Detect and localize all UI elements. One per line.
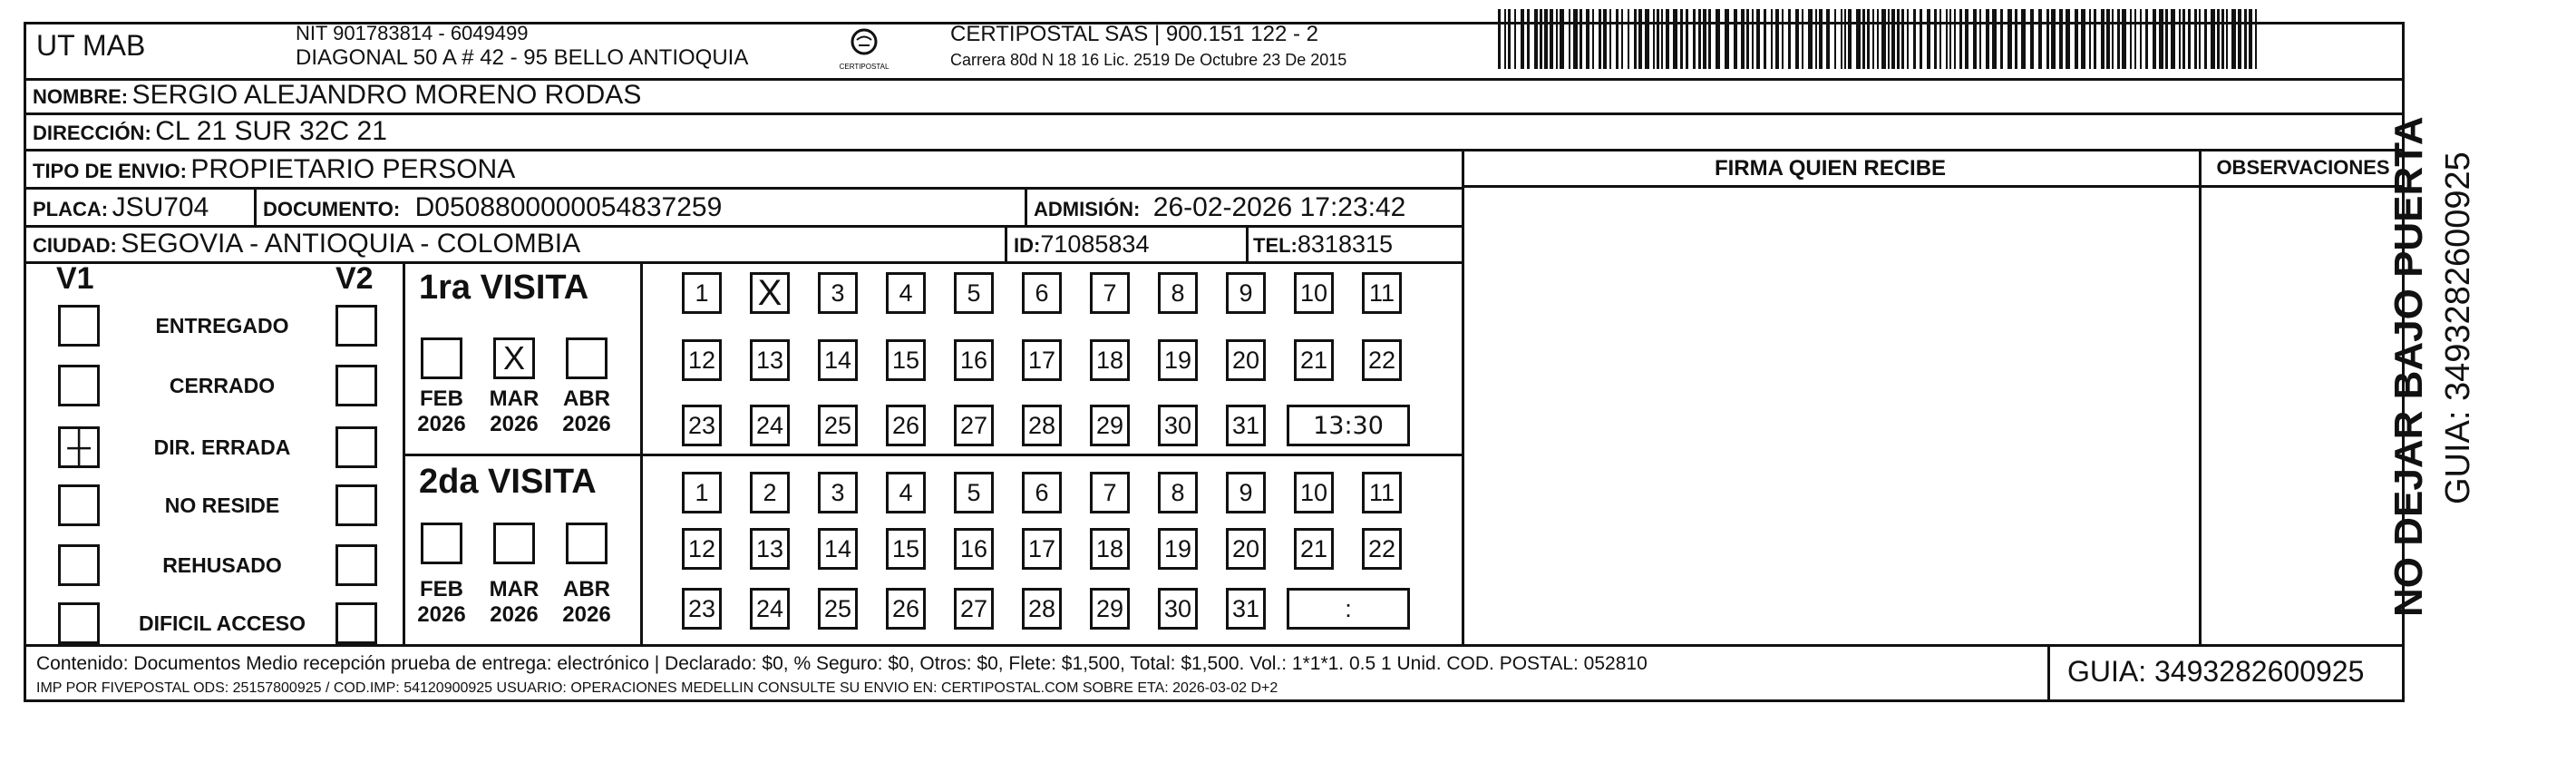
barcode-bar: [1862, 9, 1865, 69]
v2-checkbox[interactable]: [335, 602, 377, 644]
address-value: CL 21 SUR 32C 21: [155, 116, 387, 146]
certipostal-logo: [839, 25, 889, 73]
day-box[interactable]: 25: [818, 405, 858, 446]
barcode-bar: [2194, 9, 2197, 69]
admission-divider: [1025, 187, 1027, 225]
day-box[interactable]: 19: [1158, 528, 1198, 570]
barcode-bar: [1599, 9, 1601, 69]
barcode-bar: [2153, 9, 2156, 69]
barcode-bar: [2211, 9, 2215, 69]
month-label: [555, 386, 618, 437]
barcode-bar: [1540, 9, 1542, 69]
carrier-name: CERTIPOSTAL SAS | 900.151 122 - 2: [950, 22, 1318, 46]
company-nit: NIT 901783814 - 6049499: [296, 22, 529, 44]
month-name: MAR: [489, 386, 540, 411]
carrier-address: Carrera 80d N 18 16 Lic. 2519 De Octubre 23 De 2015: [950, 51, 1347, 69]
barcode-bar: [1986, 9, 1989, 69]
barcode-bar: [1819, 9, 1823, 69]
barcode-bar: [1725, 9, 1729, 69]
barcode-bar: [1949, 9, 1951, 69]
month-checkbox[interactable]: [566, 523, 608, 564]
month-year: 2026: [490, 602, 539, 627]
barcode-bar: [1877, 9, 1879, 69]
barcode-bar: [2221, 9, 2224, 69]
visit-divider: [403, 454, 1462, 456]
footer-print-info: IMP POR FIVEPOSTAL ODS: 25157800925 / COD.IMP: 54120900925 USUARIO: OPERACIONES MEDELLIN CONSULTE SU ENVIO EN: CERTIPOSTAL.COM SOBRE ETA: 2026-03-02 D+2: [36, 680, 1278, 696]
barcode-bar: [2021, 9, 2026, 69]
barcode-bar: [1802, 9, 1803, 69]
barcode-bar: [1580, 9, 1582, 69]
barcode-bar: [2159, 9, 2163, 69]
barcode-bar: [1693, 9, 1696, 69]
barcode-bar: [2238, 9, 2241, 69]
barcode-bar: [1657, 9, 1659, 69]
barcode-bar: [1514, 9, 1516, 69]
month-year: 2026: [562, 412, 611, 436]
tel-row: [1253, 230, 1393, 259]
type-label: TIPO DE ENVIO:: [33, 160, 187, 182]
month-label: [410, 386, 473, 437]
barcode-bar: [1771, 9, 1773, 69]
plate-value: JSU704: [112, 192, 209, 222]
row-divider-5: [24, 261, 1463, 264]
day-box[interactable]: 29: [1090, 405, 1130, 446]
month-year: 2026: [417, 602, 466, 627]
day-box[interactable]: 28: [1022, 588, 1062, 630]
day-box[interactable]: 21: [1294, 339, 1334, 381]
barcode-bar: [1756, 9, 1760, 69]
month-year: 2026: [490, 412, 539, 436]
footer-guia: GUIA: 3493282600925: [2067, 655, 2365, 688]
day-box[interactable]: 8: [1158, 272, 1198, 314]
barcode-bar: [2038, 9, 2042, 69]
day-box[interactable]: 17: [1022, 528, 1062, 570]
barcode-bar: [2182, 9, 2185, 69]
id-divider: [1005, 225, 1007, 261]
day-box[interactable]: 4: [886, 472, 926, 513]
barcode-bar: [2101, 9, 2105, 69]
visit2-title: 2da VISITA: [419, 463, 597, 501]
admission-row: [1034, 192, 1405, 223]
row-divider-2: [24, 149, 2405, 152]
visit1-title: 1ra VISITA: [419, 269, 589, 307]
observations-header: OBSERVACIONES: [2216, 156, 2390, 179]
barcode-bar: [1703, 9, 1706, 69]
v2-checkbox[interactable]: [335, 305, 377, 347]
company-name: UT MAB: [36, 29, 146, 62]
type-value: PROPIETARIO PERSONA: [190, 154, 516, 184]
barcode-bar: [1698, 9, 1701, 69]
day-box[interactable]: 21: [1294, 528, 1334, 570]
barcode-bar: [2217, 9, 2220, 69]
signature-col-left: [1462, 149, 1464, 644]
day-box[interactable]: 23: [682, 405, 722, 446]
barcode-bar: [1544, 9, 1548, 69]
barcode-bar: [2244, 9, 2247, 69]
doc-value: D0508800000054837259: [414, 192, 723, 222]
day-box[interactable]: 26: [886, 405, 926, 446]
day-box[interactable]: 14: [818, 528, 858, 570]
month-label: [410, 577, 473, 628]
month-checkbox[interactable]: [493, 523, 535, 564]
row-divider-3: [24, 187, 1463, 190]
month-name: FEB: [420, 386, 463, 411]
barcode-bar: [1746, 9, 1749, 69]
month-label: [482, 386, 546, 437]
barcode-bar: [1603, 9, 1607, 69]
barcode-bar: [2000, 9, 2003, 69]
barcode-bar: [1621, 9, 1623, 69]
v1-checkbox[interactable]: [58, 305, 100, 347]
barcode-bar: [1653, 9, 1655, 69]
barcode-bar: [1741, 9, 1745, 69]
barcode-bar: [1808, 9, 1813, 69]
barcode-bar: [1708, 9, 1711, 69]
day-box[interactable]: 15: [886, 528, 926, 570]
barcode-bar: [2117, 9, 2120, 69]
barcode-bar: [1848, 9, 1852, 69]
status-label: REHUSADO: [162, 553, 282, 577]
barcode-bar: [1586, 9, 1589, 69]
day-box[interactable]: 22: [1362, 339, 1402, 381]
barcode-bar: [2007, 9, 2012, 69]
barcode-bar: [1979, 9, 1981, 69]
barcode-bar: [1782, 9, 1784, 69]
barcode-bar: [1872, 9, 1874, 69]
barcode-bar: [2051, 9, 2056, 69]
side-notice: NO DEJAR BAJO PUERTA: [2386, 116, 2431, 617]
v1-checkbox[interactable]: ┼: [58, 426, 100, 468]
barcode-bar: [2112, 9, 2114, 69]
barcode-bar: [2122, 9, 2126, 69]
v1-label: V1: [56, 261, 94, 296]
time-box[interactable]: 13:30: [1287, 405, 1410, 446]
v1-checkbox[interactable]: [58, 365, 100, 406]
barcode-bar: [1521, 9, 1524, 69]
barcode-bar: [1934, 9, 1937, 69]
barcode-bar: [1965, 9, 1968, 69]
day-box[interactable]: 30: [1158, 405, 1198, 446]
barcode-bar: [1788, 9, 1791, 69]
address-label: DIRECCIÓN:: [33, 122, 151, 144]
barcode-bar: [1508, 9, 1511, 69]
barcode-bar: [2106, 9, 2110, 69]
doc-label: DOCUMENTO:: [263, 198, 401, 220]
barcode-bar: [1560, 9, 1564, 69]
barcode-bar: [1881, 9, 1886, 69]
barcode-bar: [1891, 9, 1895, 69]
day-box[interactable]: 28: [1022, 405, 1062, 446]
barcode-bar: [2255, 9, 2257, 69]
type-row: [33, 154, 515, 185]
month-year: 2026: [562, 602, 611, 627]
barcode-bar: [2204, 9, 2207, 69]
barcode-bar: [1752, 9, 1754, 69]
v2-checkbox[interactable]: [335, 426, 377, 468]
day-box[interactable]: 18: [1090, 339, 1130, 381]
month-checkbox[interactable]: [421, 337, 462, 379]
day-box[interactable]: 30: [1158, 588, 1198, 630]
day-box[interactable]: 14: [818, 339, 858, 381]
barcode-bar: [1888, 9, 1890, 69]
id-label: ID:: [1014, 234, 1041, 257]
day-box[interactable]: 3: [818, 272, 858, 314]
city-value: SEGOVIA - ANTIOQUIA - COLOMBIA: [121, 229, 581, 259]
barcode-bar: [1645, 9, 1649, 69]
barcode-bar: [2015, 9, 2017, 69]
barcode-bar: [1628, 9, 1629, 69]
barcode-bar: [2046, 9, 2049, 69]
barcode-bar: [1897, 9, 1900, 69]
barcode-bar: [1913, 9, 1916, 69]
barcode-bar: [1592, 9, 1594, 69]
day-box[interactable]: 15: [886, 339, 926, 381]
month-checkbox[interactable]: [566, 337, 608, 379]
barcode-bar: [2134, 9, 2136, 69]
name-label: NOMBRE:: [33, 85, 129, 108]
barcode-bar: [1992, 9, 1997, 69]
admission-value: 26-02-2026 17:23:42: [1152, 192, 1406, 222]
barcode-bar: [2188, 9, 2191, 69]
day-box[interactable]: 10: [1294, 272, 1334, 314]
barcode-bar: [2066, 9, 2070, 69]
barcode-bar: [1616, 9, 1619, 69]
day-box[interactable]: 24: [750, 405, 790, 446]
month-year: 2026: [417, 412, 466, 436]
day-box[interactable]: 4: [886, 272, 926, 314]
status-label: CERRADO: [169, 374, 276, 397]
barcode-bar: [1834, 9, 1836, 69]
day-box[interactable]: 8: [1158, 472, 1198, 513]
day-box[interactable]: 13: [750, 528, 790, 570]
barcode-bar: [1764, 9, 1766, 69]
city-row: [33, 229, 580, 259]
barcode-bar: [2231, 9, 2236, 69]
doc-row: [263, 192, 722, 223]
month-name: ABR: [563, 386, 610, 411]
barcode-bar: [1550, 9, 1553, 69]
day-box[interactable]: 23: [682, 588, 722, 630]
barcode-bar: [2140, 9, 2142, 69]
day-box[interactable]: 9: [1226, 472, 1266, 513]
side-guia: GUIA: 3493282600925: [2439, 152, 2477, 504]
barcode-bar: [1775, 9, 1779, 69]
day-box[interactable]: 27: [954, 588, 994, 630]
day-box[interactable]: 20: [1226, 339, 1266, 381]
plate-label: PLACA:: [33, 198, 109, 220]
id-value: 71085834: [1040, 230, 1150, 258]
day-box[interactable]: 16: [954, 528, 994, 570]
barcode-bar: [1954, 9, 1956, 69]
barcode-bar: [1716, 9, 1720, 69]
day-box[interactable]: 11: [1362, 472, 1402, 513]
svg-text:CERTIPOSTAL: CERTIPOSTAL: [839, 63, 889, 71]
row-divider-1: [24, 112, 2405, 115]
barcode-bar: [1959, 9, 1962, 69]
status-label: ENTREGADO: [155, 314, 289, 337]
id-row: [1014, 230, 1149, 259]
day-box[interactable]: 12: [682, 339, 722, 381]
barcode-bar: [2059, 9, 2063, 69]
status-label: DIR. ERRADA: [153, 435, 291, 459]
barcode-bar: [1638, 9, 1642, 69]
day-box[interactable]: 3: [818, 472, 858, 513]
barcode-bar: [1504, 9, 1506, 69]
day-box[interactable]: 18: [1090, 528, 1130, 570]
day-box[interactable]: 7: [1090, 272, 1130, 314]
day-box[interactable]: 6: [1022, 272, 1062, 314]
barcode-bar: [1901, 9, 1904, 69]
day-box[interactable]: 9: [1226, 272, 1266, 314]
v2-checkbox[interactable]: [335, 544, 377, 586]
address-row: [33, 116, 387, 147]
name-row: [33, 80, 641, 111]
barcode-bar: [2081, 9, 2085, 69]
barcode-bar: [2030, 9, 2034, 69]
barcode-bar: [1826, 9, 1830, 69]
day-box[interactable]: 24: [750, 588, 790, 630]
barcode-bar: [2145, 9, 2148, 69]
status-label: NO RESIDE: [164, 494, 280, 517]
day-box[interactable]: 31: [1226, 405, 1266, 446]
footer-guia-divider: [2047, 644, 2050, 702]
day-box[interactable]: 29: [1090, 588, 1130, 630]
day-box[interactable]: 13: [750, 339, 790, 381]
tel-value: 8318315: [1297, 230, 1394, 258]
day-box[interactable]: 5: [954, 472, 994, 513]
barcode-bar: [1527, 9, 1530, 69]
day-box[interactable]: X: [750, 272, 790, 314]
admission-label: ADMISIÓN:: [1034, 198, 1141, 220]
barcode-bar: [1556, 9, 1558, 69]
barcode-bar: [1673, 9, 1677, 69]
month-name: FEB: [420, 577, 463, 601]
month-name: ABR: [563, 577, 610, 601]
barcode-bar: [1795, 9, 1799, 69]
day-box[interactable]: 19: [1158, 339, 1198, 381]
barcode-bar: [1569, 9, 1570, 69]
time-box[interactable]: :: [1287, 588, 1410, 630]
barcode-bar: [1946, 9, 1948, 69]
barcode-bar: [2226, 9, 2228, 69]
barcode-bar: [1939, 9, 1941, 69]
month-checkbox[interactable]: [421, 523, 462, 564]
footer-contents: Contenido: Documentos Medio recepción prueba de entrega: electrónico | Declarado: $0, % Seguro: $0, Otros: $0, Flete: $1,500, Total: $1,500. Vol.: 1*1*1. 0.5 1 Unid. COD. POSTAL: 052810: [36, 653, 1648, 674]
day-box[interactable]: 27: [954, 405, 994, 446]
day-box[interactable]: 31: [1226, 588, 1266, 630]
barcode-bar: [1661, 9, 1663, 69]
months-col-divider: [640, 261, 643, 644]
barcode-bar: [1841, 9, 1842, 69]
barcode-bar: [2199, 9, 2201, 69]
barcode-bar: [1634, 9, 1637, 69]
barcode-bar: [2089, 9, 2091, 69]
barcode-bar: [1907, 9, 1909, 69]
status-label: DIFICIL ACCESO: [138, 611, 306, 635]
day-box[interactable]: 26: [886, 588, 926, 630]
day-box[interactable]: 25: [818, 588, 858, 630]
day-box[interactable]: 5: [954, 272, 994, 314]
barcode-bar: [1573, 9, 1578, 69]
day-box[interactable]: 1: [682, 472, 722, 513]
barcode-bar: [1734, 9, 1737, 69]
city-label: CIUDAD:: [33, 234, 117, 257]
day-box[interactable]: 22: [1362, 528, 1402, 570]
barcode-bar: [2094, 9, 2096, 69]
barcode-bar: [1534, 9, 1538, 69]
barcode-bar: [1927, 9, 1930, 69]
day-box[interactable]: 2: [750, 472, 790, 513]
barcode-bar: [1856, 9, 1861, 69]
v1-checkbox[interactable]: [58, 602, 100, 644]
barcode-bar: [1920, 9, 1922, 69]
barcode-bar: [2249, 9, 2252, 69]
month-label: [482, 577, 546, 628]
day-box[interactable]: 11: [1362, 272, 1402, 314]
tel-label: TEL:: [1253, 234, 1298, 257]
signature-header: FIRMA QUIEN RECIBE: [1714, 156, 1947, 181]
barcode-bar: [2165, 9, 2168, 69]
barcode-bar: [1867, 9, 1870, 69]
barcode-bar: [1666, 9, 1669, 69]
plate-divider: [254, 187, 257, 225]
day-box[interactable]: 12: [682, 528, 722, 570]
barcode-bar: [1680, 9, 1683, 69]
barcode-bar: [2130, 9, 2132, 69]
barcode-bar: [2171, 9, 2175, 69]
day-box[interactable]: 16: [954, 339, 994, 381]
day-box[interactable]: 1: [682, 272, 722, 314]
month-checkbox[interactable]: X: [493, 337, 535, 379]
observations-col-left: [2199, 149, 2202, 644]
v2-checkbox[interactable]: [335, 484, 377, 526]
month-label: [555, 577, 618, 628]
barcode-bar: [2179, 9, 2181, 69]
barcode-bar: [1844, 9, 1846, 69]
v2-label: V2: [335, 261, 374, 296]
barcode-bar: [1686, 9, 1688, 69]
barcode: [1498, 9, 2260, 69]
plate-row: [33, 192, 209, 223]
v1-checkbox[interactable]: [58, 484, 100, 526]
day-box[interactable]: 17: [1022, 339, 1062, 381]
month-name: MAR: [489, 577, 540, 601]
barcode-bar: [1973, 9, 1977, 69]
barcode-bar: [2075, 9, 2078, 69]
v1-checkbox[interactable]: [58, 544, 100, 586]
day-box[interactable]: 7: [1090, 472, 1130, 513]
columns-header-divider: [1462, 185, 2405, 188]
barcode-bar: [1498, 9, 1501, 69]
barcode-bar: [1609, 9, 1611, 69]
name-value: SERGIO ALEJANDRO MORENO RODAS: [131, 80, 642, 110]
day-box[interactable]: 6: [1022, 472, 1062, 513]
status-col-divider: [403, 261, 405, 644]
day-box[interactable]: 10: [1294, 472, 1334, 513]
barcode-bar: [1815, 9, 1817, 69]
v2-checkbox[interactable]: [335, 365, 377, 406]
tel-divider: [1246, 225, 1249, 261]
day-box[interactable]: 20: [1226, 528, 1266, 570]
company-address: DIAGONAL 50 A # 42 - 95 BELLO ANTIOQUIA: [296, 45, 749, 70]
